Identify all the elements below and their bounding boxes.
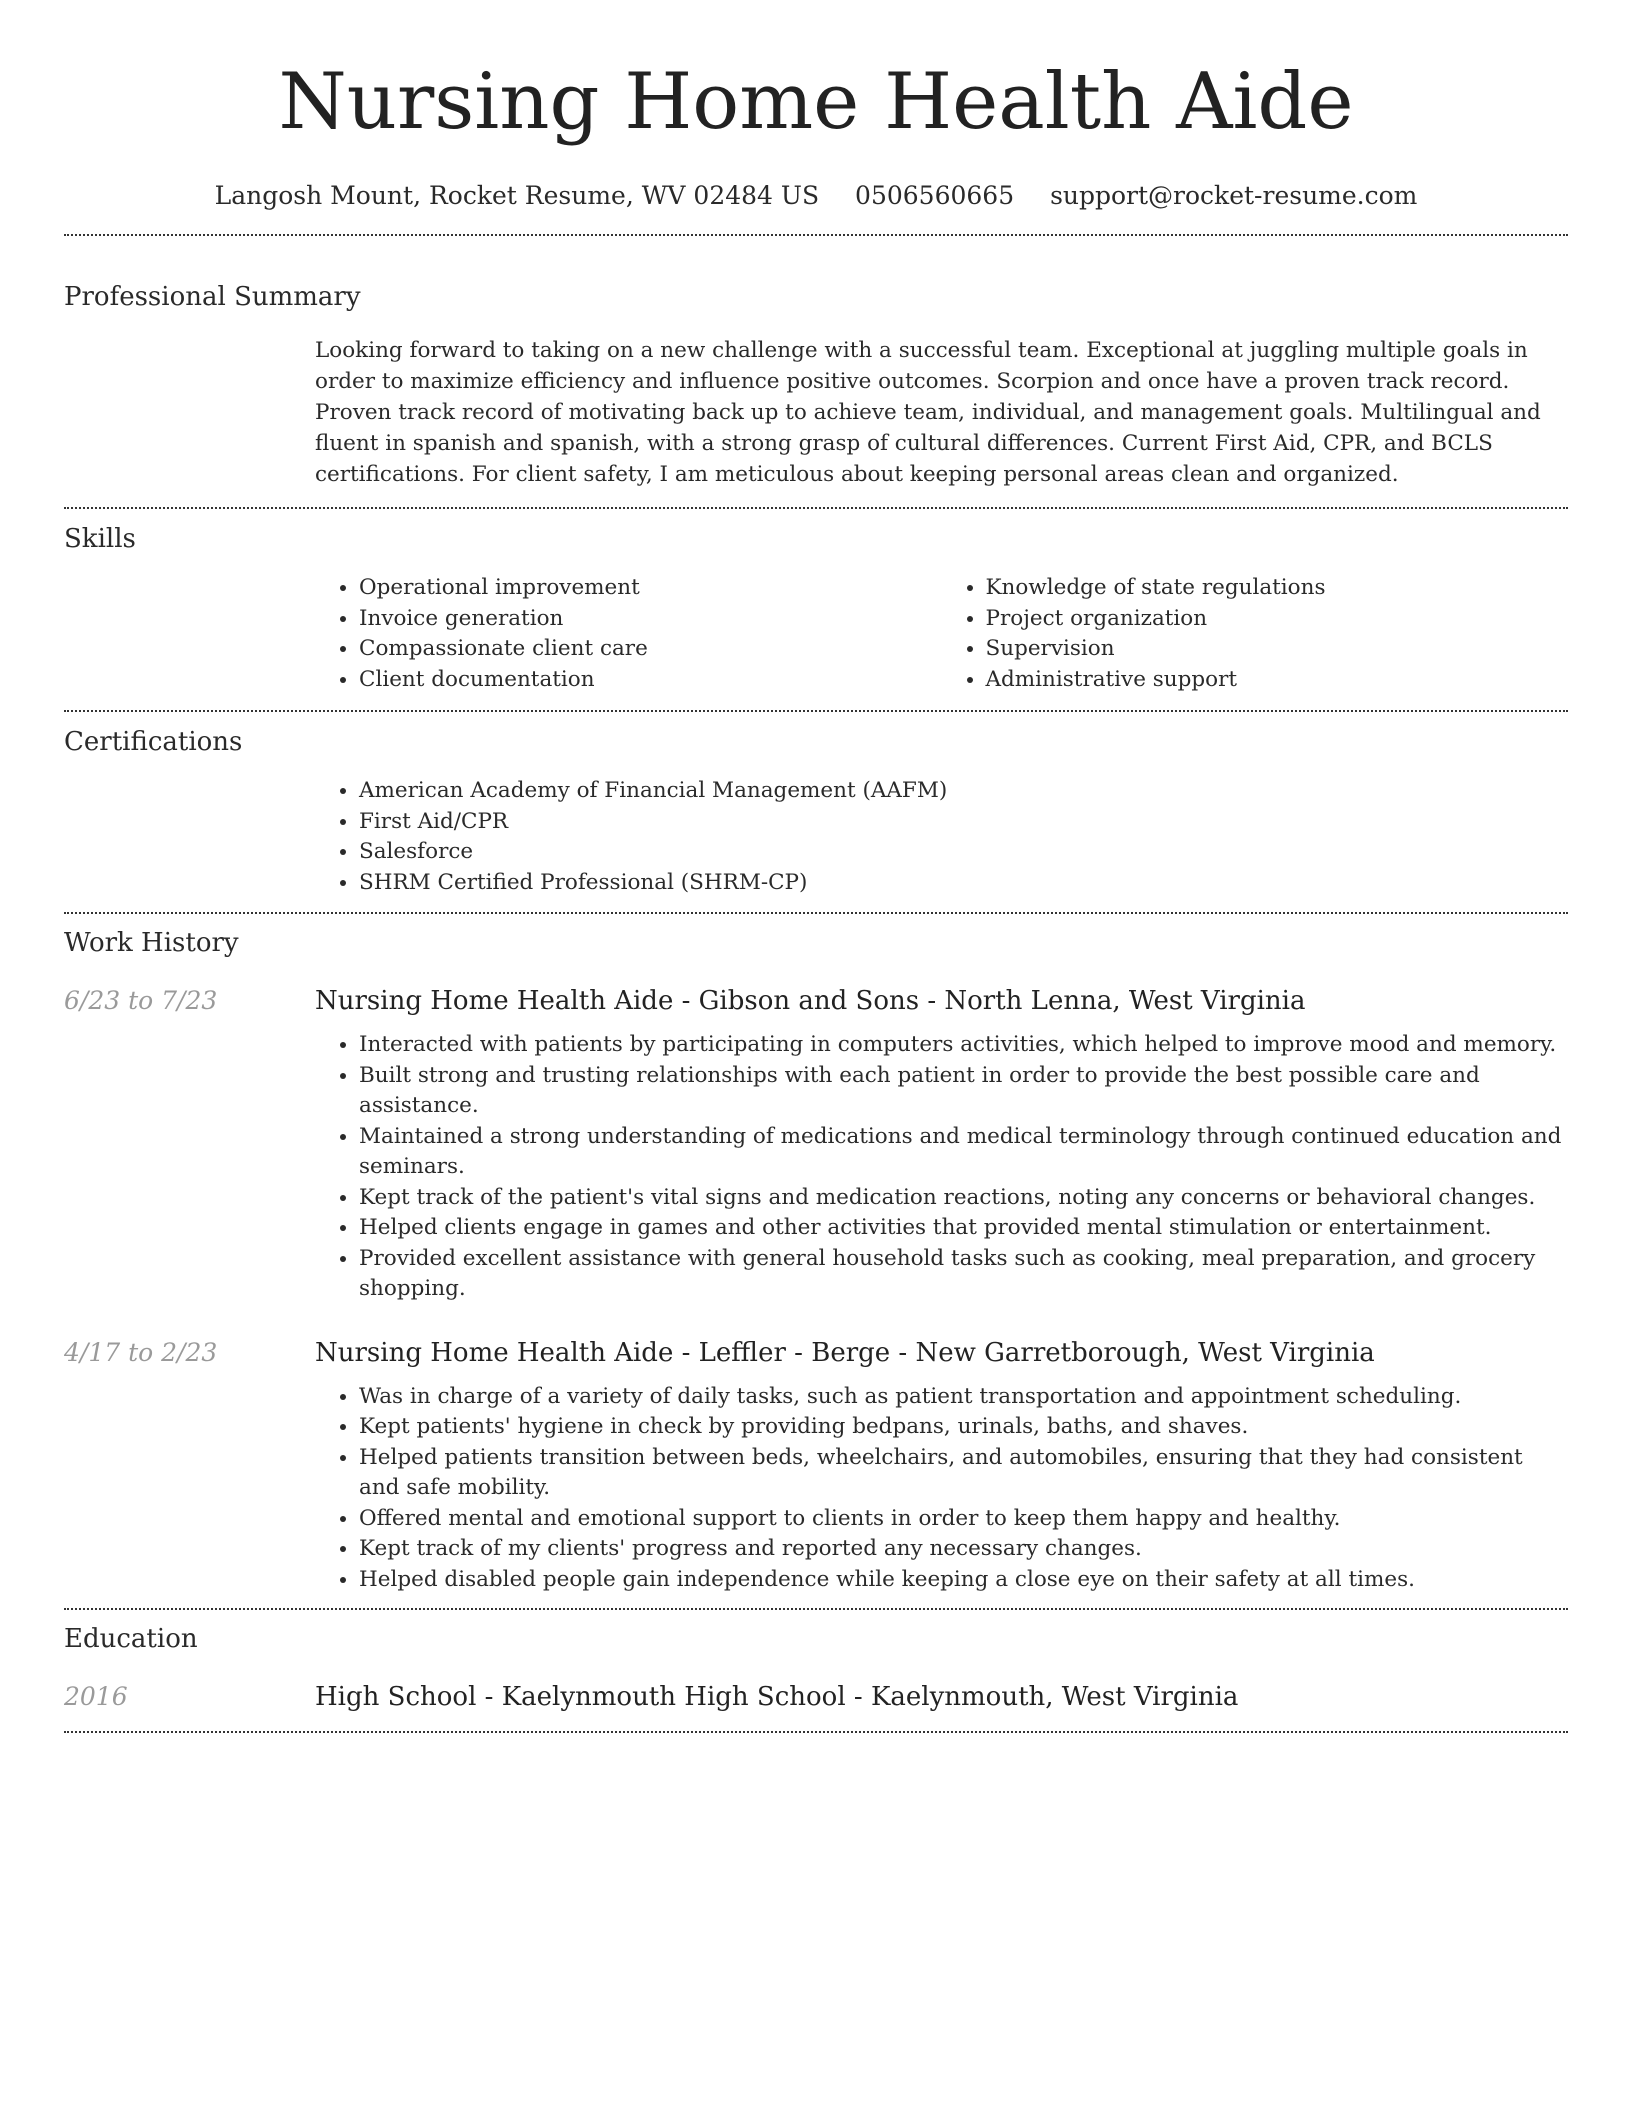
job-date: 4/17 to 2/23 xyxy=(64,1337,218,1367)
list-item: • Offered mental and emotional support to clients in order to keep them happy and healthy. xyxy=(359,1504,1568,1535)
list-item: • Kept track of the patient's vital signs and medication reactions, noting any concerns or behavioral changes. xyxy=(359,1183,1568,1214)
list-item: • Salesforce xyxy=(359,837,1568,868)
list-item: • Helped disabled people gain independence while keeping a close eye on their safety at all times. xyxy=(359,1565,1568,1596)
job-bullets xyxy=(315,1382,1568,1609)
education-title: High School - Kaelynmouth High School - Kaelynmouth, West Virginia xyxy=(315,1682,1239,1712)
list-item: • Provided excellent assistance with general household tasks such as cooking, meal preparation, and grocery shopping. xyxy=(359,1244,1568,1305)
section-education xyxy=(64,1610,1568,1731)
list-item: • Invoice generation xyxy=(359,604,942,635)
job-date: 6/23 to 7/23 xyxy=(64,986,218,1015)
list-item: • Helped patients transition between beds, wheelchairs, and automobiles, ensuring that they had consistent and safe mobility. xyxy=(359,1443,1568,1504)
list-item: • Kept patients' hygiene in check by providing bedpans, urinals, baths, and shaves. xyxy=(359,1412,1568,1443)
education-date: 2016 xyxy=(64,1682,128,1711)
contact-line xyxy=(64,176,1568,216)
list-item: • Operational improvement xyxy=(359,573,942,604)
job-bullets xyxy=(315,1030,1568,1305)
list-item: • SHRM Certified Professional (SHRM-CP) xyxy=(359,868,1568,899)
job-title: Nursing Home Health Aide - Leffler - Berge - New Garretborough, West Virginia xyxy=(315,1337,1375,1368)
job-title: Nursing Home Health Aide - Gibson and Sons - North Lenna, West Virginia xyxy=(315,986,1306,1016)
section-summary xyxy=(64,236,1568,507)
list-item: • First Aid/CPR xyxy=(359,807,1568,838)
list-item: • Project organization xyxy=(986,604,1569,635)
resume-name: Nursing Home Health Aide xyxy=(278,57,1354,147)
contact-email: support@rocket-resume.com xyxy=(1050,181,1418,210)
list-item: • Knowledge of state regulations xyxy=(986,573,1569,604)
skills-columns xyxy=(315,573,1568,710)
education-heading: Education xyxy=(64,1624,198,1654)
list-item: • American Academy of Financial Management (AAFM) xyxy=(359,776,1568,807)
list-item: • Maintained a strong understanding of medications and medical terminology through continued education and seminars. xyxy=(359,1122,1568,1183)
list-item: • Built strong and trusting relationships with each patient in order to provide the best possible care and assistance. xyxy=(359,1061,1568,1122)
list-item: • Helped clients engage in games and other activities that provided mental stimulation or entertainment. xyxy=(359,1213,1568,1244)
contact-phone: 0506560665 xyxy=(855,181,1015,210)
list-item: • Compassionate client care xyxy=(359,634,942,665)
list-item: • Was in charge of a variety of daily tasks, such as patient transportation and appointment scheduling. xyxy=(359,1382,1568,1413)
section-work-history xyxy=(64,914,1568,1608)
job-entry xyxy=(64,1335,1568,1609)
summary-text: Looking forward to taking on a new challenge with a successful team. Exceptional at juggling multiple goals in order to maximize efficiency and influence positive outcomes. Scorpion and once have a proven track record. Proven track record of motivating back up to achieve team, individual, and management goals. Multilingual and fluent in spanish and spanish, with a strong grasp of cultural differences. Current First Aid, CPR, and BCLS certifications. For client safety, I am meticulous about keeping personal areas clean and organized. xyxy=(315,338,1541,487)
skills-heading: Skills xyxy=(64,524,136,554)
education-entry xyxy=(64,1679,1568,1731)
list-item: • Kept track of my clients' progress and reported any necessary changes. xyxy=(359,1534,1568,1565)
summary-heading: Professional Summary xyxy=(64,282,361,312)
skills-list-left xyxy=(315,573,942,695)
skills-list-right xyxy=(942,573,1569,695)
certifications-heading: Certifications xyxy=(64,727,243,757)
work-history-heading: Work History xyxy=(64,928,239,958)
list-item: • Client documentation xyxy=(359,665,942,696)
list-item: • Interacted with patients by participating in computers activities, which helped to improve mood and memory. xyxy=(359,1030,1568,1061)
list-item: • Supervision xyxy=(986,634,1569,665)
certifications-list xyxy=(315,776,1568,898)
section-certifications xyxy=(64,712,1568,912)
section-skills xyxy=(64,509,1568,710)
divider xyxy=(64,1731,1568,1733)
contact-address: Langosh Mount, Rocket Resume, WV 02484 US xyxy=(214,181,820,210)
job-entry xyxy=(64,983,1568,1305)
list-item: • Administrative support xyxy=(986,665,1569,696)
